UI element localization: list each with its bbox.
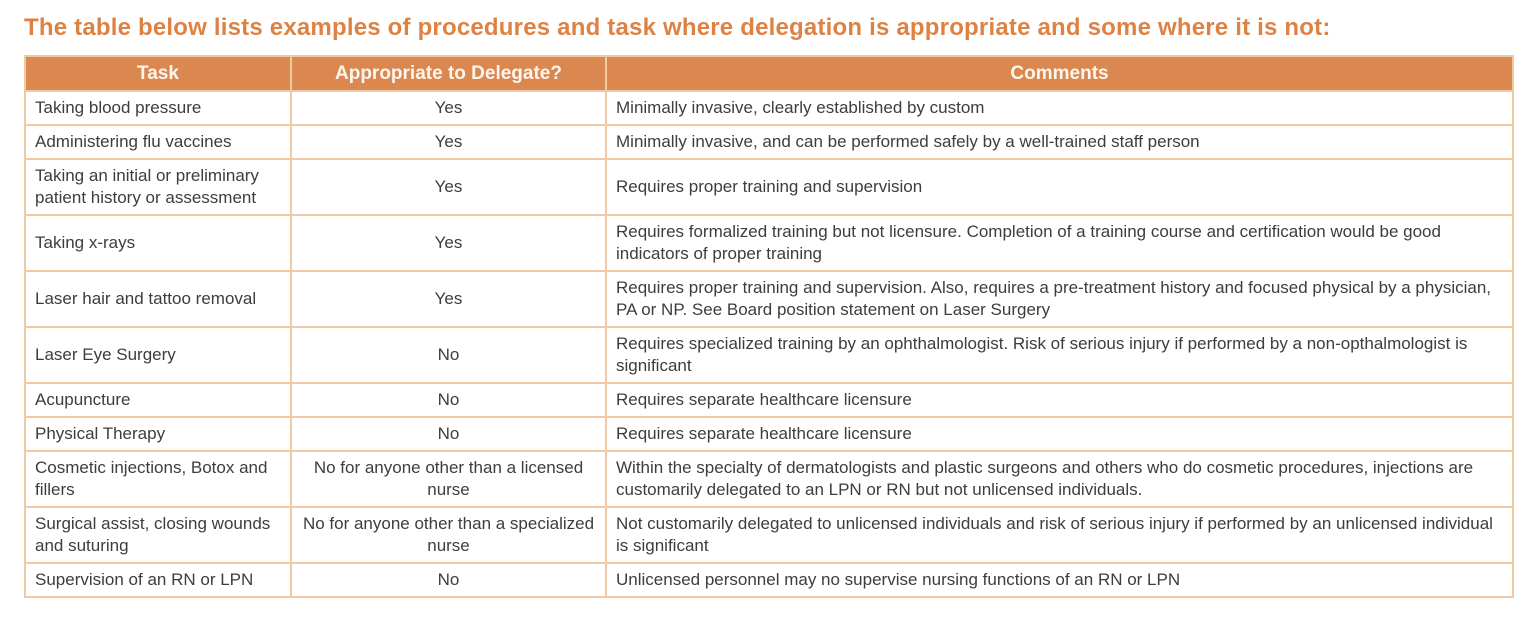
comments-cell: Requires separate healthcare licensure (606, 417, 1513, 451)
task-cell: Administering flu vaccines (25, 125, 291, 159)
task-cell: Cosmetic injections, Botox and fillers (25, 451, 291, 507)
task-cell: Laser hair and tattoo removal (25, 271, 291, 327)
delegate-cell: Yes (291, 159, 606, 215)
table-row (25, 91, 1513, 125)
table-row (25, 383, 1513, 417)
delegate-cell: No for anyone other than a specialized nurse (291, 507, 606, 563)
table-row (25, 417, 1513, 451)
table-row (25, 327, 1513, 383)
delegate-cell: No (291, 417, 606, 451)
comments-cell: Minimally invasive, clearly established by custom (606, 91, 1513, 125)
column-header-delegate: Appropriate to Delegate? (291, 56, 606, 91)
comments-cell: Not customarily delegated to unlicensed individuals and risk of serious injury if performed by an unlicensed individual is significant (606, 507, 1513, 563)
delegate-cell: Yes (291, 125, 606, 159)
column-header-comments: Comments (606, 56, 1513, 91)
table-row (25, 215, 1513, 271)
task-cell: Physical Therapy (25, 417, 291, 451)
task-cell: Surgical assist, closing wounds and suturing (25, 507, 291, 563)
table-row (25, 271, 1513, 327)
comments-cell: Requires separate healthcare licensure (606, 383, 1513, 417)
task-cell: Acupuncture (25, 383, 291, 417)
comments-cell: Minimally invasive, and can be performed safely by a well-trained staff person (606, 125, 1513, 159)
delegate-cell: Yes (291, 215, 606, 271)
delegate-cell: No (291, 563, 606, 597)
table-row (25, 563, 1513, 597)
comments-cell: Within the specialty of dermatologists and plastic surgeons and others who do cosmetic procedures, injections are customarily delegated to an LPN or RN but not unlicensed individuals. (606, 451, 1513, 507)
task-cell: Supervision of an RN or LPN (25, 563, 291, 597)
table-row (25, 507, 1513, 563)
delegate-cell: Yes (291, 271, 606, 327)
comments-cell: Requires proper training and supervision (606, 159, 1513, 215)
task-cell: Laser Eye Surgery (25, 327, 291, 383)
table-row (25, 451, 1513, 507)
comments-cell: Requires specialized training by an ophthalmologist. Risk of serious injury if performed by a non-opthalmologist is significant (606, 327, 1513, 383)
column-header-task: Task (25, 56, 291, 91)
delegate-cell: Yes (291, 91, 606, 125)
comments-cell: Requires proper training and supervision. Also, requires a pre-treatment history and focused physical by a physician, PA or NP. See Board position statement on Laser Surgery (606, 271, 1513, 327)
delegate-cell: No for anyone other than a licensed nurse (291, 451, 606, 507)
table-row (25, 159, 1513, 215)
task-cell: Taking an initial or preliminary patient history or assessment (25, 159, 291, 215)
table-row (25, 125, 1513, 159)
delegation-table (24, 55, 1514, 598)
delegate-cell: No (291, 383, 606, 417)
delegate-cell: No (291, 327, 606, 383)
task-cell: Taking blood pressure (25, 91, 291, 125)
page-heading: The table below lists examples of procedures and task where delegation is appropriate and some where it is not: (24, 14, 1331, 41)
task-cell: Taking x-rays (25, 215, 291, 271)
table-header-row (25, 56, 1513, 91)
comments-cell: Requires formalized training but not licensure. Completion of a training course and certification would be good indicators of proper training (606, 215, 1513, 271)
comments-cell: Unlicensed personnel may no supervise nursing functions of an RN or LPN (606, 563, 1513, 597)
